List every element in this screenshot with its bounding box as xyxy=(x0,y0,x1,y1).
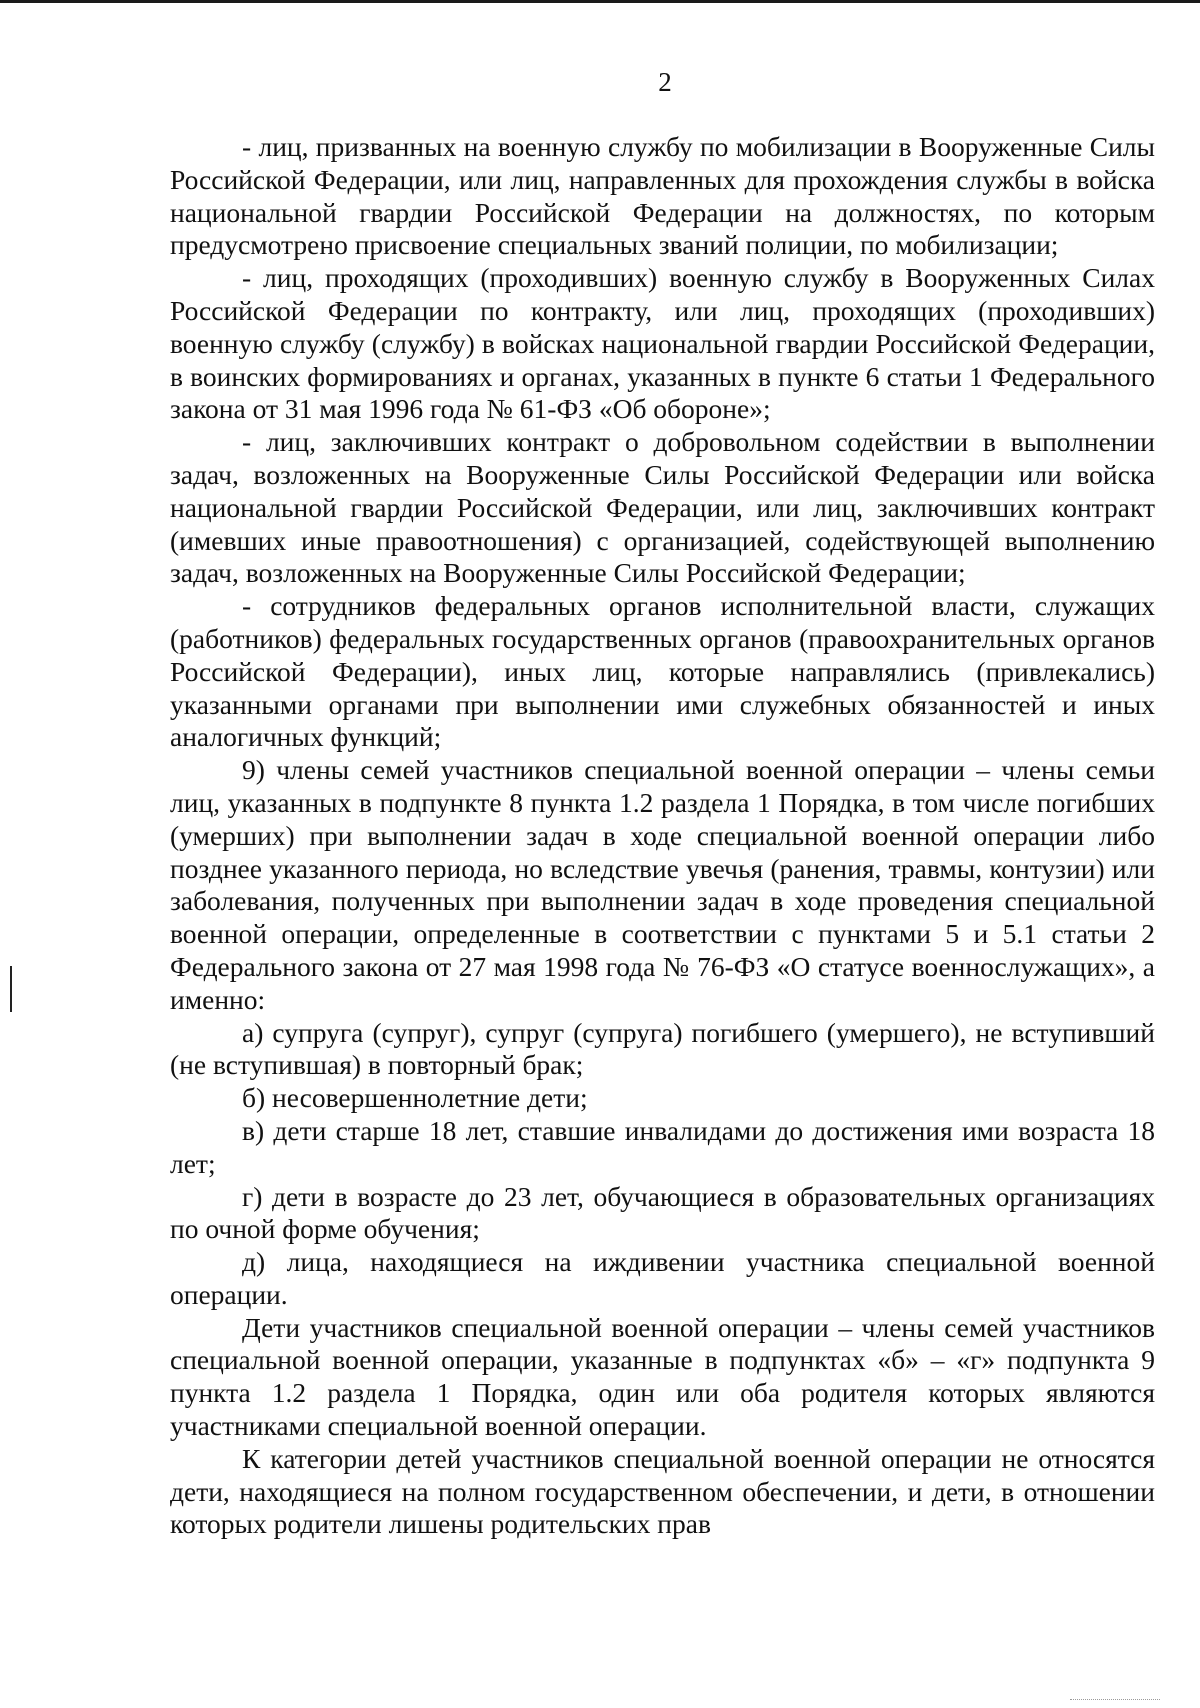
left-margin-mark xyxy=(10,966,12,1012)
page-number: 2 xyxy=(658,67,672,97)
paragraph-volunteer-contract: - лиц, заключивших контракт о добровольном содействии в выполнении задач, возложенных на Вооруженные Силы Российской Федерации или войска национальной гвардии Российской Федерации, или лиц, заключивших контракт (имевших иные правоотношения) с организацией, содействующей выполнению задач, возложенных на Вооруженные Силы Российской Федерации; xyxy=(170,426,1155,589)
paragraph-mobilized: - лиц, призванных на военную службу по мобилизации в Вооруженные Силы Российской Федерации, или лиц, направленных для прохождения службы в войска национальной гвардии Российской Федерации на должностях, по которым предусмотрено присвоение специальных званий полиции, по мобилизации; xyxy=(170,131,1155,261)
paragraph-children-exclusions: К категории детей участников специальной военной операции не относятся дети, находящиеся на полном государственном обеспечении, и дети, в отношении которых родители лишены родительских прав xyxy=(170,1442,1155,1540)
paragraph-children-definition: Дети участников специальной военной операции – члены семей участников специальной военной операции, указанные в подпунктах «б» – «г» подпункта 9 пункта 1.2 раздела 1 Порядка, один или оба родителя которых являются участниками специальной военной операции. xyxy=(170,1311,1155,1442)
top-scan-border xyxy=(0,0,1200,3)
scan-corner-specks xyxy=(1070,1693,1160,1700)
paragraph-item-a: а) супруга (супруг), супруг (супруга) погибшего (умершего), не вступивший (не вступившая) в повторный брак; xyxy=(170,1016,1155,1081)
document-body xyxy=(170,131,1155,1541)
paragraph-contract-service: - лиц, проходящих (проходивших) военную службу в Вооруженных Силах Российской Федерации по контракту, или лиц, проходящих (проходивших) военную службу (службу) в войсках национальной гвардии Российской Федерации, в воинских формированиях и органах, указанных в пункте 6 статьи 1 Федерального закона от 31 мая 1996 года № 61-ФЗ «Об обороне»; xyxy=(170,262,1155,425)
paragraph-federal-employees: - сотрудников федеральных органов исполнительной власти, служащих (работников) федеральных государственных органов (правоохранительных органов Российской Федерации), иных лиц, которые направлялись (привлекались) указанными органами при выполнении ими служебных обязанностей и иных аналогичных функций; xyxy=(170,590,1155,753)
paragraph-family-members: 9) члены семей участников специальной военной операции – члены семьи лиц, указанных в подпункте 8 пункта 1.2 раздела 1 Порядка, в том числе погибших (умерших) при выполнении задач в ходе специальной военной операции либо позднее указанного периода, но вследствие увечья (ранения, травмы, контузии) или заболевания, полученных при выполнении задач в ходе проведения специальной военной операции, определенные в соответствии с пунктами 5 и 5.1 статьи 2 Федерального закона от 27 мая 1998 года № 76-ФЗ «О статусе военнослужащих», а именно: xyxy=(170,754,1155,1015)
paragraph-item-v: в) дети старше 18 лет, ставшие инвалидами до достижения ими возраста 18 лет; xyxy=(170,1114,1155,1179)
paragraph-item-b: б) несовершеннолетние дети; xyxy=(242,1082,588,1114)
paragraph-item-g: г) дети в возрасте до 23 лет, обучающиеся в образовательных организациях по очной форме обучения; xyxy=(170,1180,1155,1245)
paragraph-item-d: д) лица, находящиеся на иждивении участника специальной военной операции. xyxy=(170,1246,1155,1310)
